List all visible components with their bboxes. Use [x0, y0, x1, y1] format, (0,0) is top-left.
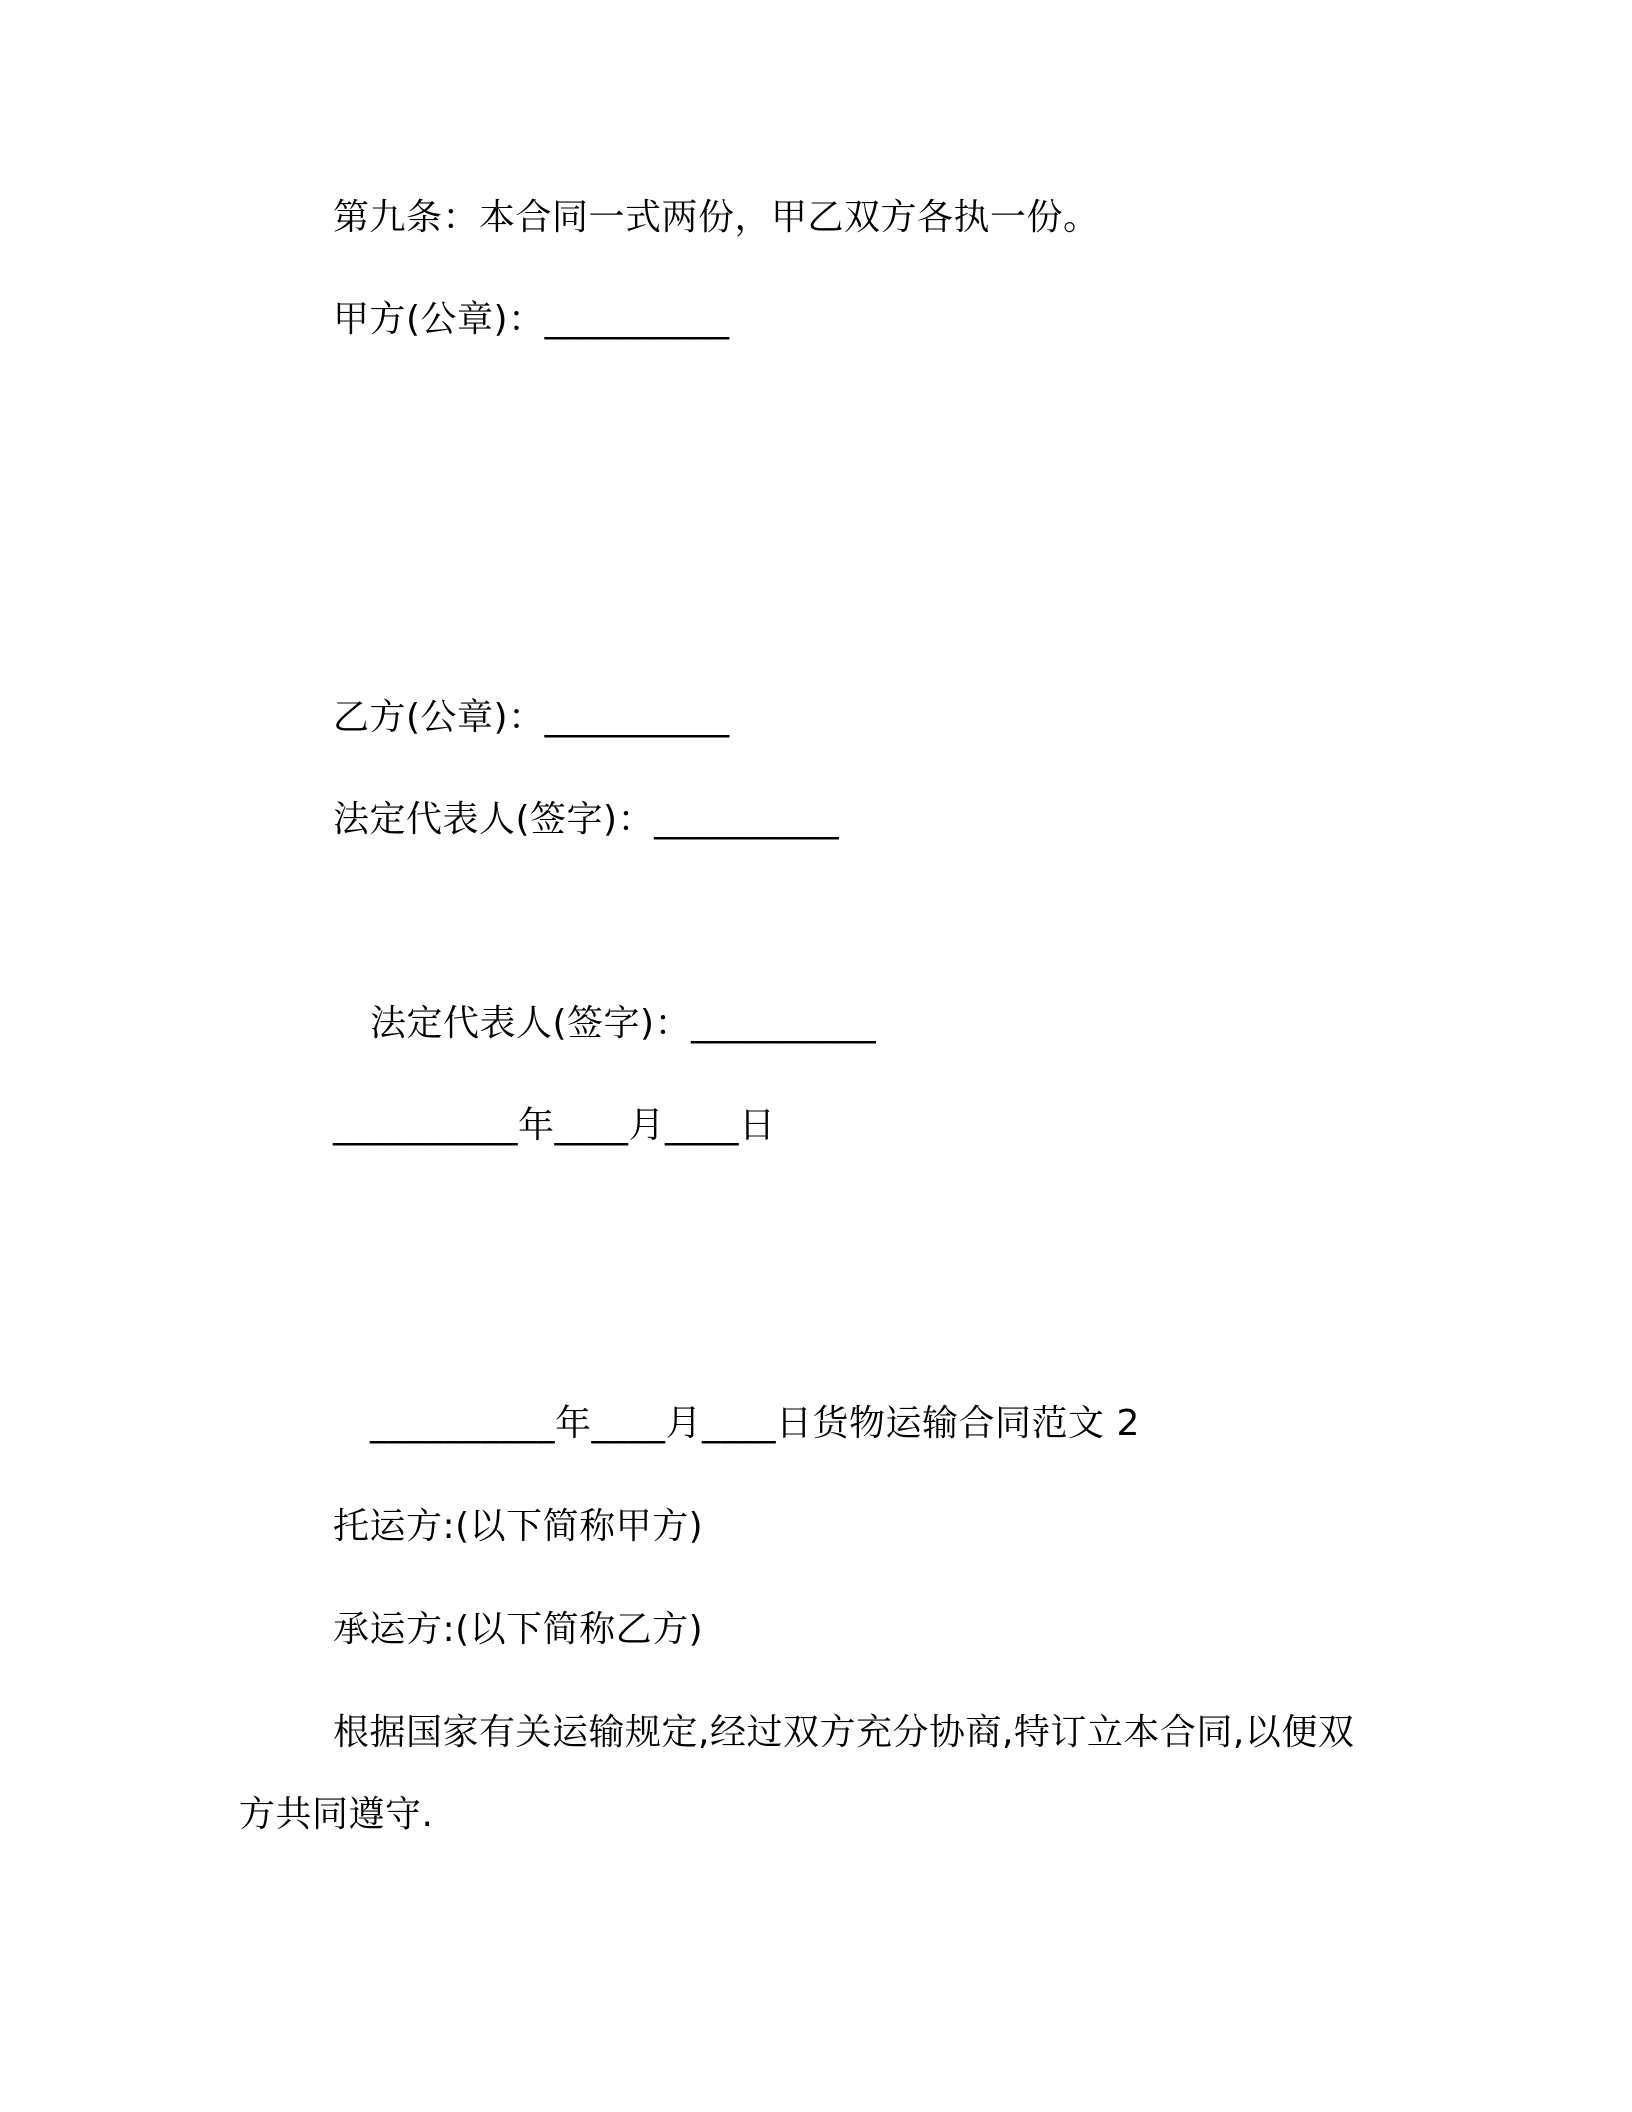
carrier-line: 承运方:(以下简称乙方) — [333, 1609, 704, 1650]
preamble-paragraph-line-2: 方共同遵守. — [239, 1794, 434, 1835]
preamble-paragraph-line-1: 根据国家有关运输规定,经过双方充分协商,特订立本合同,以便双 — [333, 1712, 1355, 1753]
date-line: __________年____月____日 — [333, 1105, 776, 1146]
legal-representative-line: 法定代表人(签字)：__________ — [333, 799, 840, 840]
legal-representative-line-2: 法定代表人(签字)：__________ — [370, 1003, 877, 1044]
contract-sample-2-title: __________年____月____日货物运输合同范文 2 — [370, 1403, 1140, 1444]
article-9-text: 第九条：本合同一式两份，甲乙双方各执一份。 — [333, 197, 1100, 238]
shipper-line: 托运方:(以下简称甲方) — [333, 1506, 704, 1547]
party-a-seal-line: 甲方(公章)：__________ — [333, 299, 730, 340]
party-b-seal-line: 乙方(公章)：__________ — [333, 697, 730, 738]
